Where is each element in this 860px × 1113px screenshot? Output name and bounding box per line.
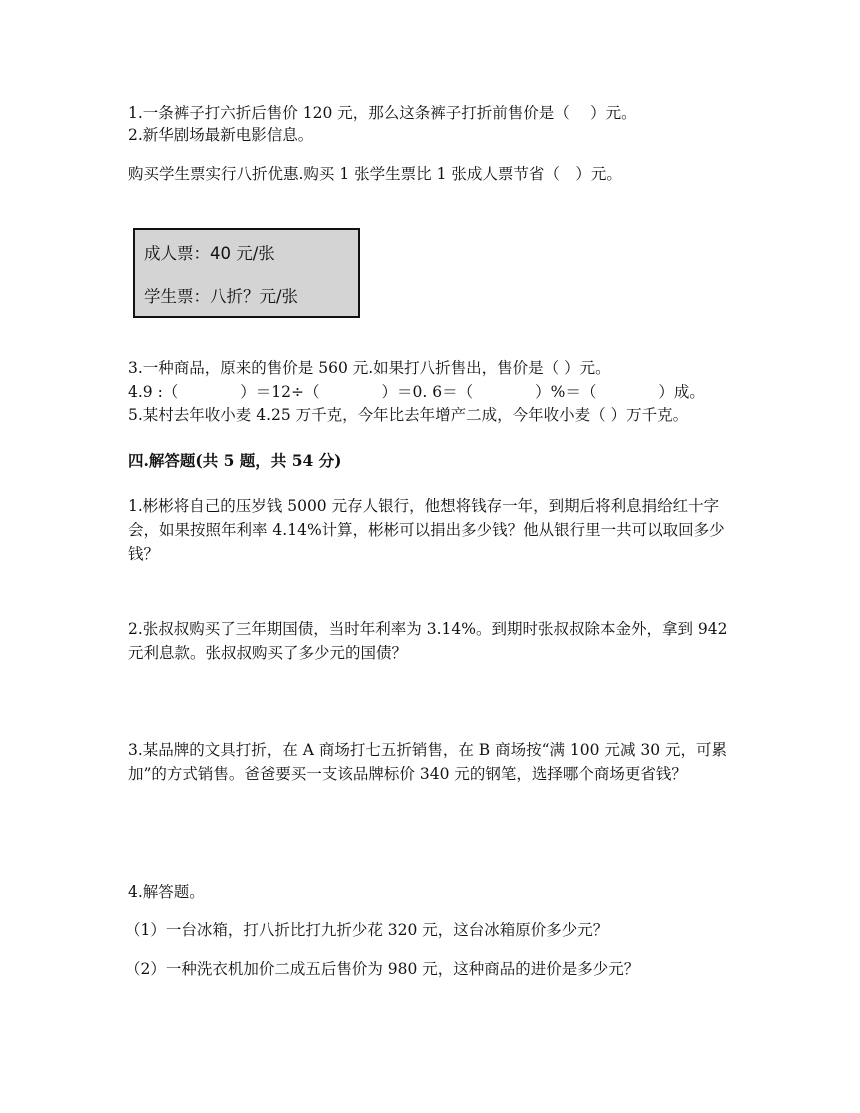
student-ticket-price: 学生票：八折？元/张 bbox=[144, 287, 299, 306]
ticket-info-box bbox=[133, 228, 360, 318]
q4-fill-blank: 4.9 :（ ）＝12÷（ ）＝0. 6＝（ ）%＝（ ）成。 bbox=[128, 383, 705, 401]
adult-ticket-price: 成人票：40 元/张 bbox=[144, 244, 275, 263]
q2-title: 2.新华剧场最新电影信息。 bbox=[128, 126, 314, 144]
s4-q4-title: 4.解答题。 bbox=[128, 883, 205, 901]
s4-q4-sub1: （1）一台冰箱，打八折比打九折少花 320 元，这台冰箱原价多少元？ bbox=[125, 921, 609, 939]
q2-text: 购买学生票实行八折优惠.购买 1 张学生票比 1 张成人票节省（ ）元。 bbox=[128, 165, 622, 183]
s4-q3: 3.某品牌的文具打折，在 A 商场打七五折销售，在 B 商场按“满 100 元减 30 元，可累加”的方式销售。爸爸要买一支该品牌标价 340 元的钢笔，选择哪个商场更省钱？ bbox=[128, 741, 728, 783]
s4-q2: 2.张叔叔购买了三年期国债，当时年利率为 3.14%。到期时张叔叔除本金外，拿到 942 元利息款。张叔叔购买了多少元的国债？ bbox=[128, 620, 728, 662]
section4-heading: 四.解答题(共 5 题，共 54 分) bbox=[128, 451, 342, 470]
q3-fill-blank: 3.一种商品，原来的售价是 560 元.如果打八折售出，售价是（ ）元。 bbox=[128, 359, 611, 377]
s4-q4-sub2: （2）一种洗衣机加价二成五后售价为 980 元，这种商品的进价是多少元？ bbox=[125, 960, 640, 978]
q5-fill-blank: 5.某村去年收小麦 4.25 万千克，今年比去年增产二成，今年收小麦（ ）万千克。 bbox=[128, 406, 689, 424]
s4-q1: 1.彬彬将自己的压岁钱 5000 元存人银行，他想将钱存一年，到期后将利息捐给红十字会，如果按照年利率 4.14%计算，彬彬可以捐出多少钱？他从银行里一共可以取回多少钱？ bbox=[128, 497, 725, 563]
q1-fill-blank: 1.一条裤子打六折后售价 120 元，那么这条裤子打折前售价是（ ）元。 bbox=[128, 104, 637, 122]
